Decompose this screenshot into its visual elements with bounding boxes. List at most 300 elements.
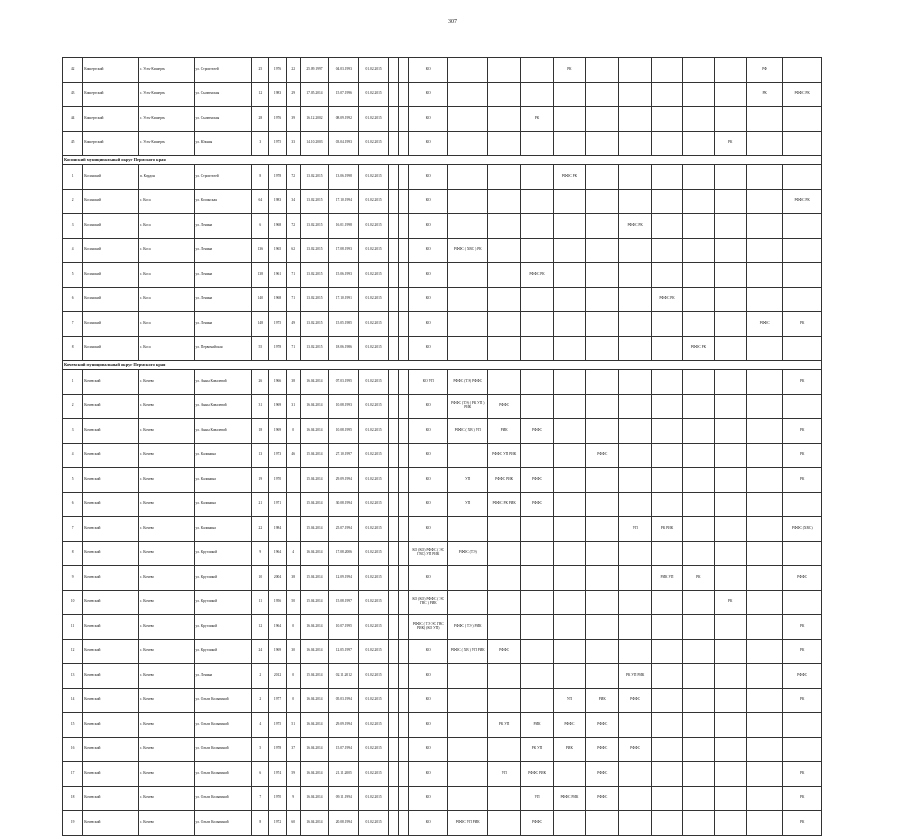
work-cell (388, 737, 398, 762)
table-row (63, 238, 822, 263)
date-3: 01.02.2015 (359, 189, 388, 214)
row-number: 6 (63, 287, 83, 312)
work-cell (398, 468, 408, 493)
work-cell (714, 468, 746, 493)
work-cell (651, 82, 682, 107)
work-cell: КО (409, 443, 448, 468)
work-cell: РИК (521, 713, 553, 738)
build-year: 1975 (269, 131, 286, 156)
street-address: ул. Анны Ковалевой (194, 370, 252, 395)
work-cell (746, 664, 782, 689)
table-row (63, 615, 822, 640)
age: 46 (286, 443, 300, 468)
work-cell (586, 517, 619, 542)
work-cell (746, 107, 782, 132)
work-cell (683, 713, 714, 738)
row-number: 3 (63, 419, 83, 444)
work-cell (553, 492, 585, 517)
work-cell (448, 762, 487, 787)
locality: с. Кочево (138, 492, 194, 517)
work-cell: РК (553, 58, 585, 83)
work-cell (388, 713, 398, 738)
date-3: 01.02.2015 (359, 263, 388, 288)
work-cell (388, 639, 398, 664)
locality: с. Коса (138, 189, 194, 214)
work-cell: УП (619, 517, 651, 542)
work-cell (398, 492, 408, 517)
work-cell (448, 131, 487, 156)
work-cell (388, 762, 398, 787)
work-cell: УП (521, 786, 553, 811)
work-cell (521, 566, 553, 591)
work-cell (553, 419, 585, 444)
date-2: 29.09.1994 (329, 468, 359, 493)
work-cell (521, 58, 553, 83)
work-cell (651, 688, 682, 713)
work-cell (521, 639, 553, 664)
locality: с. Кочево (138, 419, 194, 444)
street-address: ул. Южная (194, 131, 252, 156)
date-3: 01.02.2015 (359, 492, 388, 517)
work-cell (651, 394, 682, 419)
date-1: 16.04.2014 (300, 762, 328, 787)
date-2: 08.09.1992 (329, 107, 359, 132)
work-cell (746, 713, 782, 738)
work-cell (586, 131, 619, 156)
date-2: 10.08.1995 (329, 419, 359, 444)
row-number: 3 (63, 214, 83, 239)
work-cell: КО (409, 468, 448, 493)
work-cell (586, 82, 619, 107)
row-number: 15 (63, 713, 83, 738)
work-cell (487, 737, 520, 762)
work-cell (487, 58, 520, 83)
work-cell: РФФС (746, 312, 782, 337)
street-address: ул. Ольги Колывиной (194, 786, 252, 811)
work-cell (388, 443, 398, 468)
work-cell (388, 58, 398, 83)
date-2: 16.01.1998 (329, 214, 359, 239)
house-number: 25 (252, 58, 269, 83)
date-1: 16.04.2014 (300, 811, 328, 836)
house-number: 6 (252, 214, 269, 239)
work-cell (783, 287, 822, 312)
age: 0 (286, 688, 300, 713)
work-cell (619, 468, 651, 493)
work-cell (388, 131, 398, 156)
work-cell (586, 615, 619, 640)
work-cell: КО (409, 811, 448, 836)
work-cell (586, 541, 619, 566)
work-cell (651, 664, 682, 689)
work-cell (521, 541, 553, 566)
work-cell: РФФС (ТЭ) ( РК УП ) РИК (448, 394, 487, 419)
work-cell: КО (409, 214, 448, 239)
work-cell (398, 786, 408, 811)
locality: с. Кочево (138, 762, 194, 787)
work-cell (398, 189, 408, 214)
date-3: 01.02.2015 (359, 238, 388, 263)
work-cell (619, 189, 651, 214)
work-cell (398, 312, 408, 337)
street-address: ул. Ленина (194, 238, 252, 263)
municipality: Кишертский (83, 58, 139, 83)
work-cell (448, 312, 487, 337)
house-number: 28 (252, 107, 269, 132)
build-year: 1978 (269, 165, 286, 190)
municipality: Косинский (83, 312, 139, 337)
build-year: 1969 (269, 419, 286, 444)
work-cell (651, 165, 682, 190)
work-cell: РФФС (586, 737, 619, 762)
locality: с. Усть-Кишерть (138, 58, 194, 83)
work-cell (553, 214, 585, 239)
work-cell (398, 517, 408, 542)
locality: с. Кочево (138, 517, 194, 542)
work-cell (553, 336, 585, 361)
locality: с. Кочево (138, 713, 194, 738)
date-2: 09.11.1994 (329, 786, 359, 811)
work-cell (651, 443, 682, 468)
date-1: 13.02.2015 (300, 238, 328, 263)
work-cell (746, 566, 782, 591)
work-cell (398, 214, 408, 239)
work-cell (487, 107, 520, 132)
table-row (63, 688, 822, 713)
work-cell (398, 82, 408, 107)
table-row (63, 737, 822, 762)
work-cell (398, 590, 408, 615)
build-year: 1976 (269, 58, 286, 83)
work-cell: РФФС (ХВС) (783, 517, 822, 542)
work-cell (487, 165, 520, 190)
work-cell (398, 58, 408, 83)
build-year: 1964 (269, 541, 286, 566)
work-cell (683, 762, 714, 787)
work-cell (448, 336, 487, 361)
work-cell (487, 517, 520, 542)
work-cell (521, 189, 553, 214)
register-table (62, 57, 822, 836)
work-cell (651, 370, 682, 395)
municipality: Кочевский (83, 639, 139, 664)
work-cell: КО (409, 664, 448, 689)
work-cell (586, 287, 619, 312)
work-cell (586, 492, 619, 517)
row-number: 9 (63, 566, 83, 591)
work-cell (746, 590, 782, 615)
municipality: Косинский (83, 165, 139, 190)
work-cell (783, 214, 822, 239)
work-cell: РФФС РК (651, 287, 682, 312)
work-cell (388, 517, 398, 542)
work-cell (521, 517, 553, 542)
work-cell (586, 58, 619, 83)
age: 4 (286, 541, 300, 566)
row-number: 44 (63, 107, 83, 132)
work-cell (388, 336, 398, 361)
date-2: 15.07.1996 (329, 82, 359, 107)
work-cell (783, 107, 822, 132)
work-cell (398, 336, 408, 361)
work-cell (619, 263, 651, 288)
date-3: 01.02.2015 (359, 639, 388, 664)
date-1: 13.02.2015 (300, 287, 328, 312)
work-cell (553, 394, 585, 419)
date-2: 27.10.1997 (329, 443, 359, 468)
work-cell (651, 419, 682, 444)
work-cell (553, 312, 585, 337)
date-1: 14.10.2003 (300, 131, 328, 156)
work-cell (714, 165, 746, 190)
street-address: ул. Первомайская (194, 336, 252, 361)
locality: с. Кочево (138, 566, 194, 591)
work-cell (586, 107, 619, 132)
row-number: 8 (63, 541, 83, 566)
build-year: 1969 (269, 639, 286, 664)
house-number: 12 (252, 615, 269, 640)
work-cell (487, 688, 520, 713)
row-number: 8 (63, 336, 83, 361)
build-year: 1978 (269, 737, 286, 762)
work-cell (398, 287, 408, 312)
work-cell (448, 107, 487, 132)
table-row (63, 517, 822, 542)
date-2: 18.06.1986 (329, 336, 359, 361)
date-1: 15.04.2014 (300, 517, 328, 542)
build-year: 1978 (269, 336, 286, 361)
age: 31 (286, 394, 300, 419)
work-cell (586, 336, 619, 361)
municipality: Кишертский (83, 131, 139, 156)
work-cell (388, 82, 398, 107)
date-3: 01.02.2015 (359, 58, 388, 83)
date-2: 15.06.1993 (329, 263, 359, 288)
date-3: 01.02.2015 (359, 468, 388, 493)
work-cell: РИК УП (651, 566, 682, 591)
row-number: 4 (63, 238, 83, 263)
date-3: 01.02.2015 (359, 762, 388, 787)
table-row (63, 370, 822, 395)
work-cell (553, 370, 585, 395)
work-cell (388, 615, 398, 640)
work-cell: КО УП (409, 370, 448, 395)
work-cell: КО (409, 336, 448, 361)
date-3: 01.02.2015 (359, 165, 388, 190)
work-cell (521, 394, 553, 419)
work-cell: КО (409, 394, 448, 419)
table-row (63, 263, 822, 288)
build-year: 1973 (269, 443, 286, 468)
work-cell: РК (783, 468, 822, 493)
work-cell (651, 312, 682, 337)
work-cell (553, 566, 585, 591)
build-year: 1968 (269, 214, 286, 239)
work-cell (448, 688, 487, 713)
date-3: 01.02.2015 (359, 664, 388, 689)
work-cell (683, 287, 714, 312)
work-cell (398, 370, 408, 395)
street-address: ул. Ленина (194, 312, 252, 337)
build-year: 1972 (269, 811, 286, 836)
work-cell (553, 541, 585, 566)
build-year: 1970 (269, 468, 286, 493)
municipality: Кочевский (83, 762, 139, 787)
work-cell: КО (409, 688, 448, 713)
work-cell: РИК (553, 737, 585, 762)
work-cell (783, 492, 822, 517)
work-cell: РК (783, 443, 822, 468)
work-cell (398, 566, 408, 591)
date-3: 01.02.2015 (359, 214, 388, 239)
work-cell (619, 811, 651, 836)
work-cell (683, 238, 714, 263)
work-cell (553, 615, 585, 640)
municipality: Косинский (83, 287, 139, 312)
house-number: 3 (252, 131, 269, 156)
work-cell (448, 566, 487, 591)
municipality: Косинский (83, 214, 139, 239)
work-cell (746, 688, 782, 713)
date-1: 16.12.2002 (300, 107, 328, 132)
street-address: ул. Ольги Колывиной (194, 811, 252, 836)
work-cell (487, 664, 520, 689)
work-cell: РФФС РК (553, 165, 585, 190)
table-row (63, 214, 822, 239)
work-cell (553, 131, 585, 156)
age: 9 (286, 786, 300, 811)
date-1: 15.04.2014 (300, 590, 328, 615)
house-number: 2 (252, 688, 269, 713)
work-cell (586, 189, 619, 214)
work-cell (714, 443, 746, 468)
work-cell (521, 82, 553, 107)
work-cell: РК (783, 786, 822, 811)
table-row (63, 713, 822, 738)
work-cell (448, 713, 487, 738)
work-cell: РФФС РК (783, 189, 822, 214)
locality: с. Кочево (138, 468, 194, 493)
street-address: ул. Калинина (194, 517, 252, 542)
row-number: 18 (63, 786, 83, 811)
row-number: 5 (63, 468, 83, 493)
house-number: 13 (252, 443, 269, 468)
row-number: 6 (63, 492, 83, 517)
work-cell (651, 811, 682, 836)
work-cell: РК (783, 639, 822, 664)
work-cell (619, 443, 651, 468)
work-cell (398, 688, 408, 713)
table-row (63, 468, 822, 493)
work-cell (619, 238, 651, 263)
work-cell (448, 590, 487, 615)
municipality: Кочевский (83, 517, 139, 542)
locality: с. Кочево (138, 443, 194, 468)
work-cell (398, 541, 408, 566)
work-cell (714, 639, 746, 664)
work-cell (619, 615, 651, 640)
work-cell (553, 664, 585, 689)
date-1: 15.04.2014 (300, 664, 328, 689)
date-3: 01.02.2015 (359, 419, 388, 444)
table-row (63, 811, 822, 836)
work-cell: РК (783, 811, 822, 836)
table-row (63, 762, 822, 787)
municipality: Косинский (83, 238, 139, 263)
house-number: 4 (252, 713, 269, 738)
street-address: ул. Ленина (194, 287, 252, 312)
date-2: 05.03.1994 (329, 688, 359, 713)
work-cell (448, 737, 487, 762)
work-cell: РФФС (586, 713, 619, 738)
date-1: 16.04.2014 (300, 419, 328, 444)
work-cell (619, 58, 651, 83)
work-cell (487, 214, 520, 239)
work-cell: РФФС УП РИК (487, 443, 520, 468)
age: 72 (286, 214, 300, 239)
work-cell: РК УП (521, 737, 553, 762)
work-cell (651, 336, 682, 361)
work-cell: КО (409, 312, 448, 337)
work-cell (388, 811, 398, 836)
build-year: 1977 (269, 688, 286, 713)
work-cell (398, 664, 408, 689)
work-cell (398, 131, 408, 156)
work-cell (651, 786, 682, 811)
work-cell (746, 737, 782, 762)
work-cell (651, 214, 682, 239)
date-1: 16.04.2014 (300, 639, 328, 664)
locality: с. Кочево (138, 688, 194, 713)
work-cell: РФФС РК (521, 263, 553, 288)
work-cell (398, 263, 408, 288)
work-cell (619, 336, 651, 361)
municipality: Кочевский (83, 468, 139, 493)
work-cell (619, 312, 651, 337)
section-title: Косинский муниципальный округ Пермского края (63, 156, 822, 165)
work-cell (651, 492, 682, 517)
work-cell (683, 639, 714, 664)
work-cell (586, 664, 619, 689)
work-cell: РФФС (783, 664, 822, 689)
age: 37 (286, 737, 300, 762)
work-cell (619, 639, 651, 664)
street-address: ул. Строителей (194, 58, 252, 83)
municipality: Кочевский (83, 443, 139, 468)
work-cell (398, 811, 408, 836)
work-cell (651, 468, 682, 493)
work-cell (651, 263, 682, 288)
work-cell (388, 287, 398, 312)
work-cell (746, 811, 782, 836)
date-2: 12.09.1994 (329, 566, 359, 591)
work-cell (783, 336, 822, 361)
locality: с. Кочево (138, 590, 194, 615)
work-cell (553, 443, 585, 468)
work-cell: РК (783, 762, 822, 787)
work-cell (398, 713, 408, 738)
work-cell: РФФС (521, 492, 553, 517)
date-2: 04.03.1993 (329, 58, 359, 83)
locality: п. Кордон (138, 165, 194, 190)
date-3: 01.02.2015 (359, 82, 388, 107)
table-row (63, 165, 822, 190)
work-cell (586, 370, 619, 395)
municipality: Кишертский (83, 107, 139, 132)
age (286, 492, 300, 517)
work-cell (398, 238, 408, 263)
work-cell (398, 737, 408, 762)
